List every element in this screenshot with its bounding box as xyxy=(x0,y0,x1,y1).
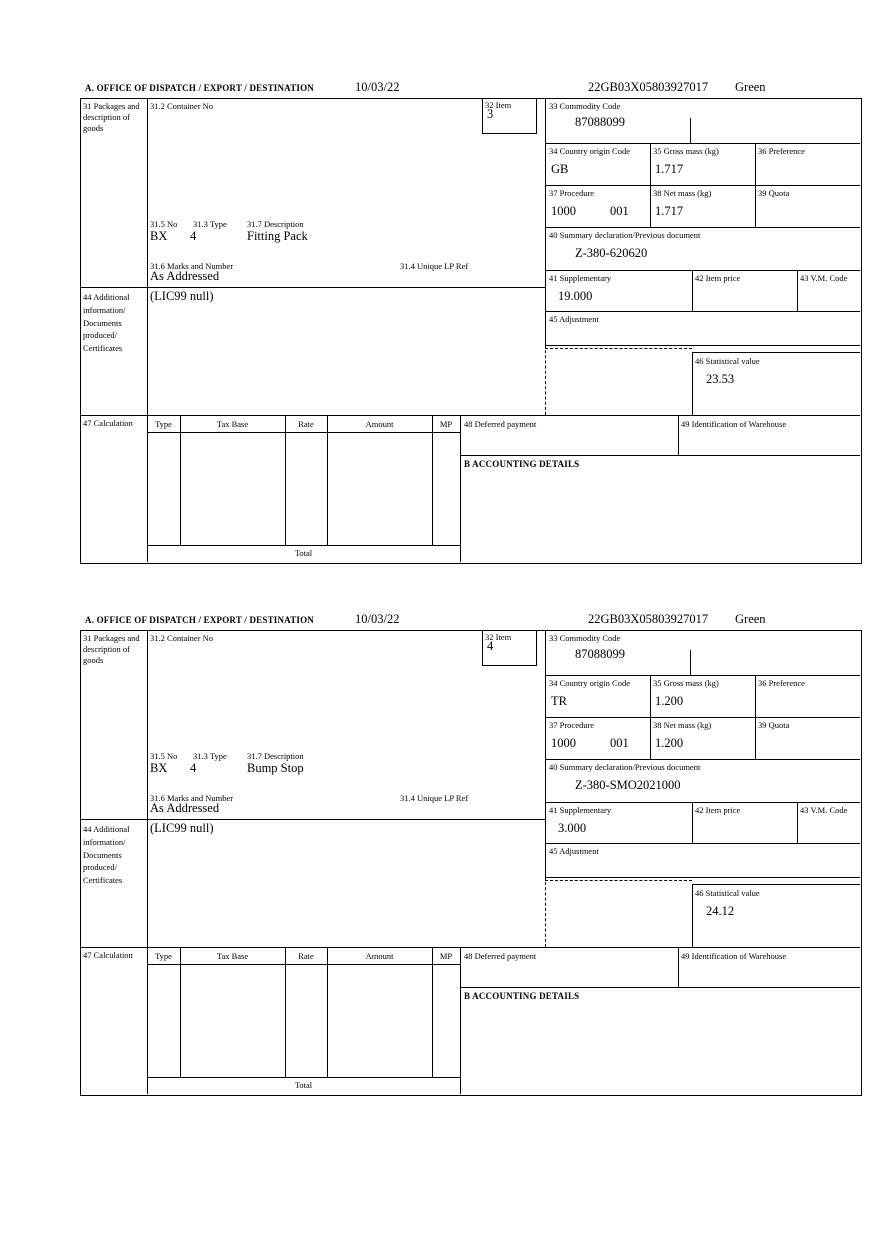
box33-label: 33 Commodity Code xyxy=(549,101,621,111)
box37-label: 37 Procedure xyxy=(549,720,595,730)
accounting-details-heading: B ACCOUNTING DETAILS xyxy=(464,459,580,469)
package-type-value: 4 xyxy=(190,229,197,243)
declaration-item-section-2 xyxy=(0,612,882,1094)
country-origin-value: GB xyxy=(551,162,569,176)
grid-line xyxy=(545,227,860,228)
grid-line xyxy=(545,311,860,312)
calc-table-column-line xyxy=(285,947,286,1077)
calc-table-total-line xyxy=(147,545,460,546)
grid-line xyxy=(678,947,679,987)
office-of-dispatch-heading: A. OFFICE OF DISPATCH / EXPORT / DESTINATION xyxy=(85,83,315,93)
box31-6-label: 31.6 Marks and Number xyxy=(150,793,234,803)
previous-document-value: Z-380-SMO2021000 xyxy=(575,778,681,792)
calc-table-column-line xyxy=(285,415,286,545)
commodity-code-value: 87088099 xyxy=(575,647,625,661)
calc-table-column-line xyxy=(327,947,328,1077)
box40-label: 40 Summary declaration/Previous document xyxy=(549,762,701,772)
box31-label: 31 Packages and description of goods xyxy=(83,633,140,666)
calc-table-right-line xyxy=(460,415,461,562)
box39-label: 39 Quota xyxy=(758,720,790,730)
calc-table-column-line xyxy=(432,947,433,1077)
box45-label: 45 Adjustment xyxy=(549,314,599,324)
declaration-item-section-1 xyxy=(0,80,882,562)
item-number-value: 3 xyxy=(487,107,494,121)
calc-header-type: Type xyxy=(155,951,172,961)
grid-line xyxy=(80,415,860,416)
gross-mass-value: 1.200 xyxy=(655,694,684,708)
marks-and-number-value: As Addressed xyxy=(150,269,220,283)
dispatch-date: 10/03/22 xyxy=(355,612,400,626)
grid-line xyxy=(545,802,860,803)
net-mass-value: 1.717 xyxy=(655,204,684,218)
box40-label: 40 Summary declaration/Previous document xyxy=(549,230,701,240)
box41-label: 41 Supplementary xyxy=(549,805,612,815)
calc-header-tax-base: Tax Base xyxy=(216,951,249,961)
gross-mass-value: 1.717 xyxy=(655,162,684,176)
commodity-code-tick-line xyxy=(690,118,691,143)
box46-border xyxy=(692,884,860,885)
box31-2-label: 31.2 Container No xyxy=(150,101,214,111)
box44-label: 44 Additional information/ Documents produced/ Certificates xyxy=(83,292,130,353)
box31-3-label: 31.3 Type xyxy=(193,219,227,229)
calc-table-header-line xyxy=(147,964,460,965)
box43-label: 43 V.M. Code xyxy=(800,273,848,283)
calc-table-column-line xyxy=(327,415,328,545)
package-count-value: BX xyxy=(150,761,168,775)
box33-label: 33 Commodity Code xyxy=(549,633,621,643)
procedure-extra-value: 001 xyxy=(610,204,629,218)
statistical-value: 23.53 xyxy=(706,372,735,386)
grid-line xyxy=(80,947,860,948)
calc-table-right-line xyxy=(460,947,461,1094)
supplementary-units-value: 19.000 xyxy=(558,289,593,303)
additional-information-value: (LIC99 null) xyxy=(150,821,214,835)
box38-label: 38 Net mass (kg) xyxy=(653,188,712,198)
commodity-code-value: 87088099 xyxy=(575,115,625,129)
grid-line xyxy=(545,717,860,718)
calc-header-amount: Amount xyxy=(365,951,394,961)
marks-and-number-value: As Addressed xyxy=(150,801,220,815)
box48-label: 48 Deferred payment xyxy=(464,419,537,429)
net-mass-value: 1.200 xyxy=(655,736,684,750)
grid-line xyxy=(545,185,860,186)
previous-document-value: Z-380-620620 xyxy=(575,246,648,260)
left-column-divider xyxy=(147,98,148,562)
box41-label: 41 Supplementary xyxy=(549,273,612,283)
calc-header-tax-base: Tax Base xyxy=(216,419,249,429)
accounting-details-heading: B ACCOUNTING DETAILS xyxy=(464,991,580,1001)
movement-reference-number: 22GB03X05803927017 xyxy=(588,612,709,626)
grid-line xyxy=(797,270,798,311)
country-origin-value: TR xyxy=(551,694,567,708)
calc-table-header-line xyxy=(147,432,460,433)
box31-4-label: 31.4 Unique LP Ref xyxy=(400,793,469,803)
form-outer-border xyxy=(80,630,862,1096)
calc-total-label: Total xyxy=(294,548,313,558)
dispatch-date: 10/03/22 xyxy=(355,80,400,94)
package-type-value: 4 xyxy=(190,761,197,775)
box42-label: 42 Item price xyxy=(695,805,741,815)
routing-status: Green xyxy=(735,612,766,626)
grid-line xyxy=(545,877,860,878)
calc-header-type: Type xyxy=(155,419,172,429)
grid-line xyxy=(692,270,693,311)
grid-line xyxy=(80,287,545,288)
calc-table-column-line xyxy=(432,415,433,545)
item-number-value: 4 xyxy=(487,639,494,653)
box47-label: 47 Calculation xyxy=(83,418,133,428)
box34-label: 34 Country origin Code xyxy=(549,146,630,156)
box31-3-label: 31.3 Type xyxy=(193,751,227,761)
box32-label: 32 Item xyxy=(485,100,512,110)
commodity-code-tick-line xyxy=(690,650,691,675)
movement-reference-number: 22GB03X05803927017 xyxy=(588,80,709,94)
calc-header-amount: Amount xyxy=(365,419,394,429)
right-column-divider xyxy=(545,98,546,345)
box38-label: 38 Net mass (kg) xyxy=(653,720,712,730)
box31-7-label: 31.7 Description xyxy=(247,751,304,761)
grid-line xyxy=(545,759,860,760)
box31-5-label: 31.5 No xyxy=(150,751,178,761)
calc-header-rate: Rate xyxy=(298,419,314,429)
routing-status: Green xyxy=(735,80,766,94)
calc-total-label: Total xyxy=(294,1080,313,1090)
grid-line xyxy=(692,802,693,843)
supplementary-units-value: 3.000 xyxy=(558,821,587,835)
box44-label: 44 Additional information/ Documents produced/ Certificates xyxy=(83,824,130,885)
grid-line xyxy=(755,143,756,227)
calc-table-column-line xyxy=(180,415,181,545)
grid-line xyxy=(650,675,651,759)
grid-line xyxy=(460,455,860,456)
box31-6-label: 31.6 Marks and Number xyxy=(150,261,234,271)
calc-header-rate: Rate xyxy=(298,951,314,961)
box35-label: 35 Gross mass (kg) xyxy=(653,678,719,688)
box36-label: 36 Preference xyxy=(758,678,805,688)
calc-header-mp: MP xyxy=(439,419,453,429)
box46-border xyxy=(692,352,693,415)
grid-line xyxy=(797,802,798,843)
grid-line xyxy=(545,143,860,144)
box31-5-label: 31.5 No xyxy=(150,219,178,229)
dashed-divider xyxy=(545,877,546,947)
statistical-value: 24.12 xyxy=(706,904,735,918)
procedure-extra-value: 001 xyxy=(610,736,629,750)
calc-table-column-line xyxy=(180,947,181,1077)
box31-2-label: 31.2 Container No xyxy=(150,633,214,643)
box46-border xyxy=(692,352,860,353)
grid-line xyxy=(545,843,860,844)
goods-description-value: Bump Stop xyxy=(247,761,304,775)
grid-line xyxy=(545,270,860,271)
box47-label: 47 Calculation xyxy=(83,950,133,960)
box32-label: 32 Item xyxy=(485,632,512,642)
calc-header-mp: MP xyxy=(439,951,453,961)
box43-label: 43 V.M. Code xyxy=(800,805,848,815)
box49-label: 49 Identification of Warehouse xyxy=(681,419,787,429)
box31-7-label: 31.7 Description xyxy=(247,219,304,229)
grid-line xyxy=(80,819,545,820)
box45-label: 45 Adjustment xyxy=(549,846,599,856)
grid-line xyxy=(678,415,679,455)
box46-label: 46 Statistical value xyxy=(695,356,760,366)
box36-label: 36 Preference xyxy=(758,146,805,156)
procedure-code-value: 1000 xyxy=(551,204,576,218)
left-column-divider xyxy=(147,630,148,1094)
package-count-value: BX xyxy=(150,229,168,243)
box46-label: 46 Statistical value xyxy=(695,888,760,898)
goods-description-value: Fitting Pack xyxy=(247,229,308,243)
additional-information-value: (LIC99 null) xyxy=(150,289,214,303)
grid-line xyxy=(545,345,860,346)
box46-border xyxy=(692,884,693,947)
procedure-code-value: 1000 xyxy=(551,736,576,750)
grid-line xyxy=(755,675,756,759)
form-outer-border xyxy=(80,98,862,564)
box35-label: 35 Gross mass (kg) xyxy=(653,146,719,156)
box39-label: 39 Quota xyxy=(758,188,790,198)
box34-label: 34 Country origin Code xyxy=(549,678,630,688)
right-column-divider xyxy=(545,630,546,877)
grid-line xyxy=(460,987,860,988)
box31-4-label: 31.4 Unique LP Ref xyxy=(400,261,469,271)
box31-label: 31 Packages and description of goods xyxy=(83,101,140,134)
box37-label: 37 Procedure xyxy=(549,188,595,198)
dashed-divider xyxy=(545,345,546,415)
dashed-divider xyxy=(545,348,692,349)
office-of-dispatch-heading: A. OFFICE OF DISPATCH / EXPORT / DESTINATION xyxy=(85,615,315,625)
grid-line xyxy=(650,143,651,227)
box42-label: 42 Item price xyxy=(695,273,741,283)
dashed-divider xyxy=(545,880,692,881)
calc-table-total-line xyxy=(147,1077,460,1078)
grid-line xyxy=(545,675,860,676)
box49-label: 49 Identification of Warehouse xyxy=(681,951,787,961)
box48-label: 48 Deferred payment xyxy=(464,951,537,961)
